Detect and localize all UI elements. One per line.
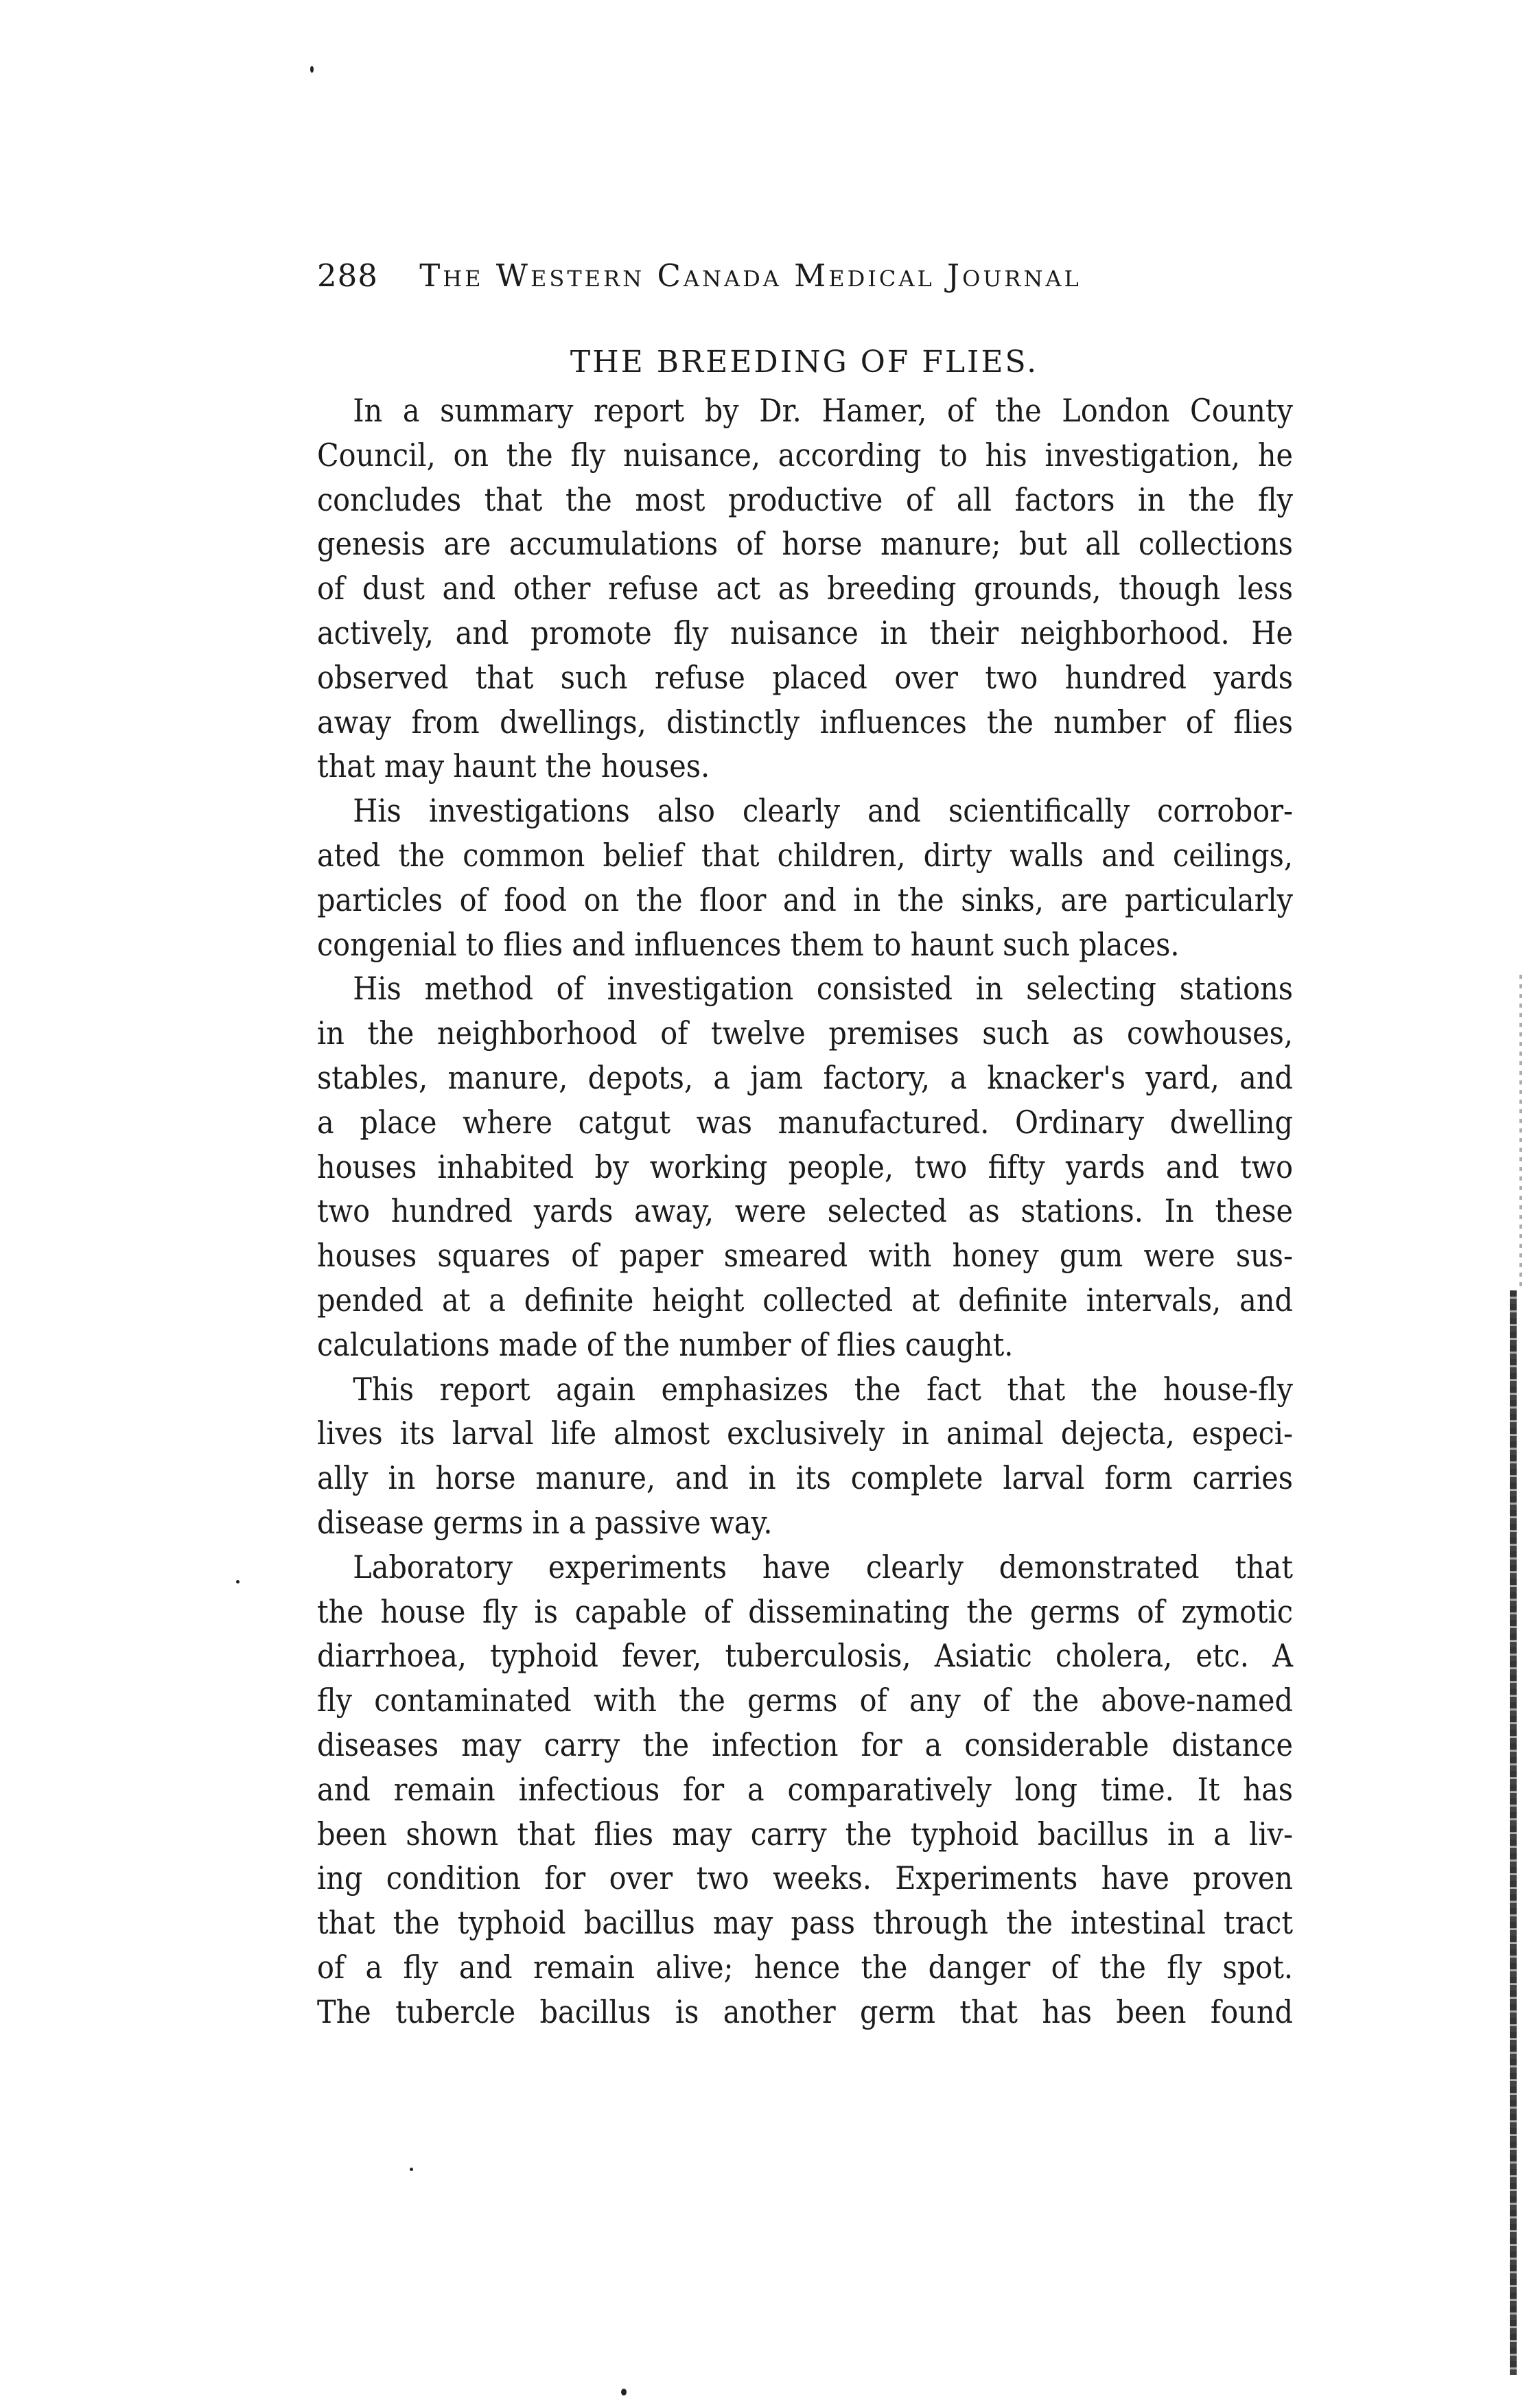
- scan-speck: [410, 2168, 413, 2171]
- text-line: In a summary report by Dr. Hamer, of the London County: [353, 392, 1294, 429]
- scan-speck: [310, 66, 314, 73]
- text-line: houses squares of paper smeared with honey gum were sus-: [317, 1237, 1293, 1275]
- scan-speck: [621, 2389, 627, 2396]
- journal-title: The Western Canada Medical Journal: [419, 257, 1082, 294]
- text-line: two hundred yards away, were selected as stations. In these: [317, 1192, 1293, 1230]
- text-line: This report again emphasizes the fact that the house-fly: [353, 1370, 1294, 1408]
- text-line: been shown that flies may carry the typhoid bacillus in a liv-: [317, 1815, 1293, 1853]
- text-line: ing condition for over two weeks. Experiments have proven: [317, 1859, 1293, 1897]
- text-line: Council, on the fly nuisance, according to his investigation, he: [317, 436, 1293, 474]
- text-line: that the typhoid bacillus may pass through the intestinal tract: [317, 1904, 1293, 1942]
- text-line: particles of food on the floor and in the sinks, are particularly: [317, 881, 1293, 918]
- text-line: that may haunt the houses.: [317, 747, 710, 785]
- text-line: congenial to flies and influences them to haunt such places.: [317, 925, 1180, 963]
- text-line: diseases may carry the infection for a considerable distance: [317, 1726, 1293, 1763]
- text-line: a place where catgut was manufactured. Ordinary dwelling: [317, 1103, 1293, 1141]
- text-line: The tubercle bacillus is another germ that has been found: [317, 1993, 1293, 2030]
- page-number: 288: [317, 257, 378, 294]
- text-line: His investigations also clearly and scientifically corrobor-: [353, 792, 1294, 830]
- text-line: fly contaminated with the germs of any of the above-named: [317, 1682, 1293, 1719]
- text-line: concludes that the most productive of all factors in the fly: [317, 480, 1293, 518]
- text-line: actively, and promote fly nuisance in their neighborhood. He: [317, 614, 1293, 651]
- text-line: of a fly and remain alive; hence the danger of the fly spot.: [317, 1948, 1293, 1986]
- text-line: houses inhabited by working people, two fifty yards and two: [317, 1148, 1293, 1185]
- text-line: ated the common belief that children, dirty walls and ceilings,: [317, 836, 1293, 874]
- text-line: pended at a definite height collected at definite intervals, and: [317, 1281, 1293, 1319]
- scan-speck: [236, 1580, 240, 1584]
- text-line: the house fly is capable of disseminating the germs of zymotic: [317, 1592, 1293, 1630]
- text-line: Laboratory experiments have clearly demonstrated that: [353, 1548, 1294, 1586]
- text-line: His method of investigation consisted in selecting stations: [353, 970, 1294, 1008]
- scan-margin-artifact: [1519, 975, 1522, 1290]
- text-line: and remain infectious for a comparatively long time. It has: [317, 1770, 1293, 1808]
- text-line: ally in horse manure, and in its complete larval form carries: [317, 1459, 1293, 1497]
- scan-edge-artifact: [1510, 1290, 1517, 2375]
- article-body: [317, 388, 1293, 2034]
- text-line: of dust and other refuse act as breeding grounds, though less: [317, 570, 1293, 607]
- text-line: calculations made of the number of flies caught.: [317, 1325, 1014, 1363]
- text-line: diarrhoea, typhoid fever, tuberculosis, Asiatic cholera, etc. A: [317, 1637, 1293, 1675]
- running-header: [317, 255, 1292, 297]
- article-title: THE BREEDING OF FLIES.: [570, 345, 1039, 380]
- text-line: disease germs in a passive way.: [317, 1503, 773, 1541]
- text-line: away from dwellings, distinctly influences the number of flies: [317, 703, 1293, 741]
- text-line: stables, manure, depots, a jam factory, a knacker's yard, and: [317, 1058, 1293, 1096]
- text-line: genesis are accumulations of horse manure; but all collections: [317, 525, 1293, 563]
- text-line: in the neighborhood of twelve premises such as cowhouses,: [317, 1014, 1293, 1052]
- text-line: lives its larval life almost exclusively in animal dejecta, especi-: [317, 1415, 1293, 1452]
- text-line: observed that such refuse placed over two hundred yards: [317, 658, 1293, 696]
